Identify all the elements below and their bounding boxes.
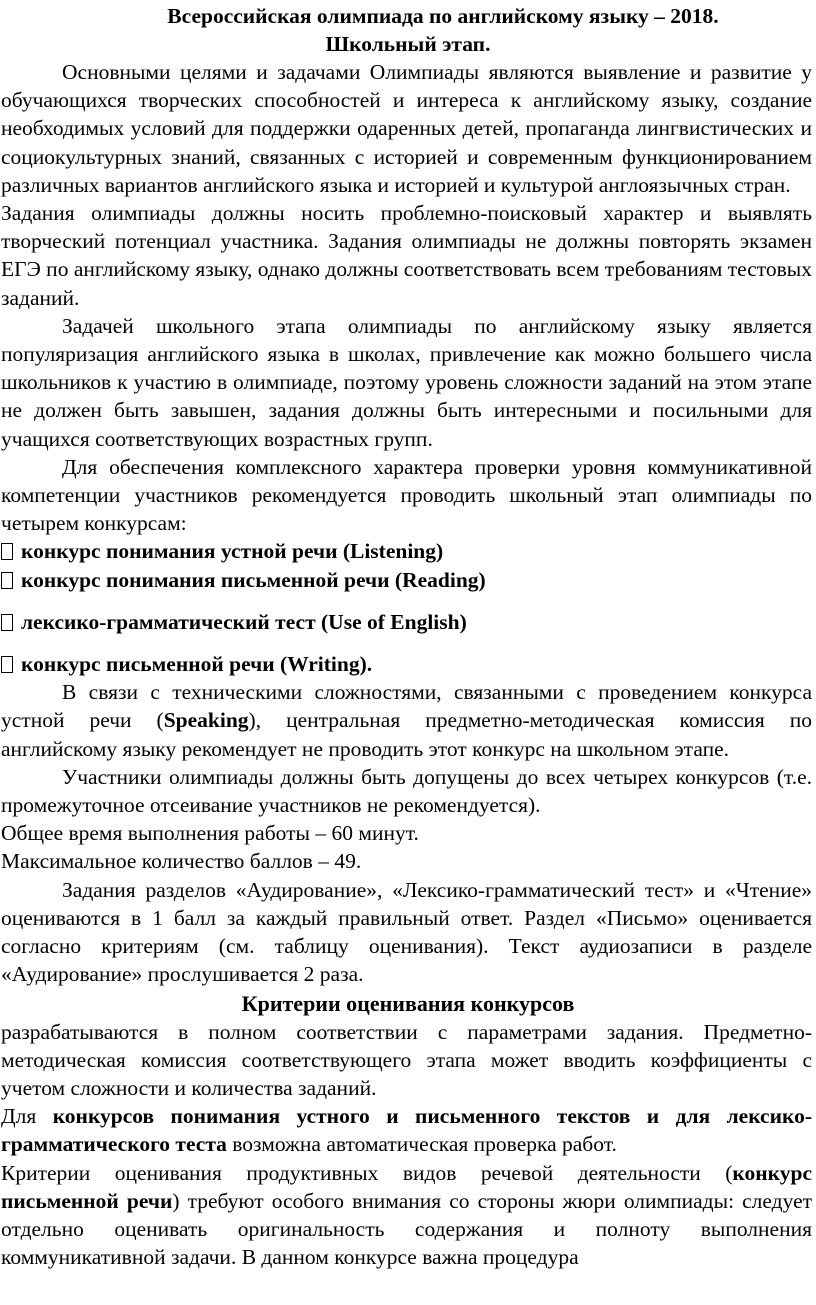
paragraph-speaking	[0, 678, 816, 763]
paragraph-goals: Основными целями и задачами Олимпиады являются выявление и развитие у обучающихся творческих способностей и интереса к английскому языку, создание необходимых условий для поддержки одаренных детей, пропаганда лингвистических и социокультурных знаний, связанных с историей и современным функционированием различных вариантов английского языка и историей и культурой англоязычных стран.	[1, 60, 812, 197]
criteria-heading: Критерии оценивания конкурсов	[241, 990, 575, 1016]
contest-reading: конкурс понимания письменной речи (Reading)	[21, 567, 486, 592]
contest-use-of-english: лексико-грамматический тест (Use of English)	[21, 609, 467, 634]
document-title	[0, 2, 816, 58]
auto-check-bold: конкурсов понимания устного и письменного текстов и для лексико-грамматического теста	[1, 1104, 812, 1157]
title-line-1: Всероссийская олимпиада по английскому языку – 2018.	[167, 4, 719, 28]
paragraph-auto-check	[0, 1102, 816, 1158]
total-time: Общее время выполнения работы – 60 минут.	[1, 821, 419, 846]
speaking-text-before: В связи с техническими сложностями, связанными с проведением конкурса устной речи (	[1, 680, 812, 733]
bullet-box-icon	[1, 543, 13, 560]
productive-after: ) требуют особого внимания со стороны жюри олимпиады: следует отдельно оценивать оригинальность содержания и полноту выполнения коммуникативной задачи. В данном конкурсе важна процедура	[1, 1188, 813, 1270]
title-line-2: Школьный этап.	[325, 32, 491, 56]
paragraph-participants: Участники олимпиады должны быть допущены до всех четырех конкурсов (т.е. промежуточное отсеивание участников не рекомендуется).	[1, 764, 812, 818]
auto-check-after: возможна автоматическая проверка работ.	[226, 1132, 617, 1157]
list-item	[0, 650, 816, 678]
contest-list	[0, 537, 816, 678]
bullet-box-icon	[1, 614, 13, 631]
bullet-box-icon	[1, 656, 13, 673]
speaking-text-after: ), центральная предметно-методическая комиссия по английскому языку рекомендует не проводить этот конкурс на школьном этапе.	[1, 708, 813, 761]
contest-writing: конкурс письменной речи (Writing).	[21, 652, 373, 677]
list-item	[0, 537, 816, 565]
productive-bold: конкурс письменной речи	[1, 1160, 812, 1213]
productive-before: Критерии оценивания продуктивных видов речевой деятельности (	[1, 1160, 733, 1185]
paragraph-four-contests: Для обеспечения комплексного характера проверки уровня коммуникативной компетенции участников рекомендуется проводить школьный этап олимпиады по четырем конкурсам:	[1, 454, 812, 536]
paragraph-school-stage-task: Задачей школьного этапа олимпиады по английскому языку является популяризация английского языка в школах, привлечение как можно большего числа школьников к участию в олимпиаде, поэтому уровень сложности заданий на этом этапе не должен быть завышен, задания должны быть интересными и посильными для учащихся соответствующих возрастных групп.	[1, 313, 812, 451]
speaking-bold: Speaking	[163, 708, 249, 733]
list-item	[0, 608, 816, 636]
paragraph-productive-criteria	[0, 1159, 816, 1272]
auto-check-before: Для	[1, 1104, 53, 1129]
max-score: Максимальное количество баллов – 49.	[1, 849, 362, 874]
paragraph-task-character: Задания олимпиады должны носить проблемно-поисковый характер и выявлять творческий потенциал участника. Задания олимпиады не должны повторять экзамен ЕГЭ по английскому языку, однако должны соответствовать всем требованиям тестовых заданий.	[1, 201, 812, 310]
bullet-box-icon	[1, 572, 13, 589]
paragraph-criteria: разрабатываются в полном соответствии с параметрами задания. Предметно-методическая комиссия соответствующего этапа может вводить коэффициенты с учетом сложности и количества заданий.	[1, 1019, 812, 1100]
list-item	[0, 566, 816, 594]
paragraph-scoring: Задания разделов «Аудирование», «Лексико-грамматический тест» и «Чтение» оцениваются в 1 балл за каждый правильный ответ. Раздел «Письмо» оценивается согласно критериям (см. таблицу оценивания). Текст аудиозаписи в разделе «Аудирование» прослушивается 2 раза.	[1, 877, 812, 987]
contest-listening: конкурс понимания устной речи (Listening)	[21, 539, 444, 564]
